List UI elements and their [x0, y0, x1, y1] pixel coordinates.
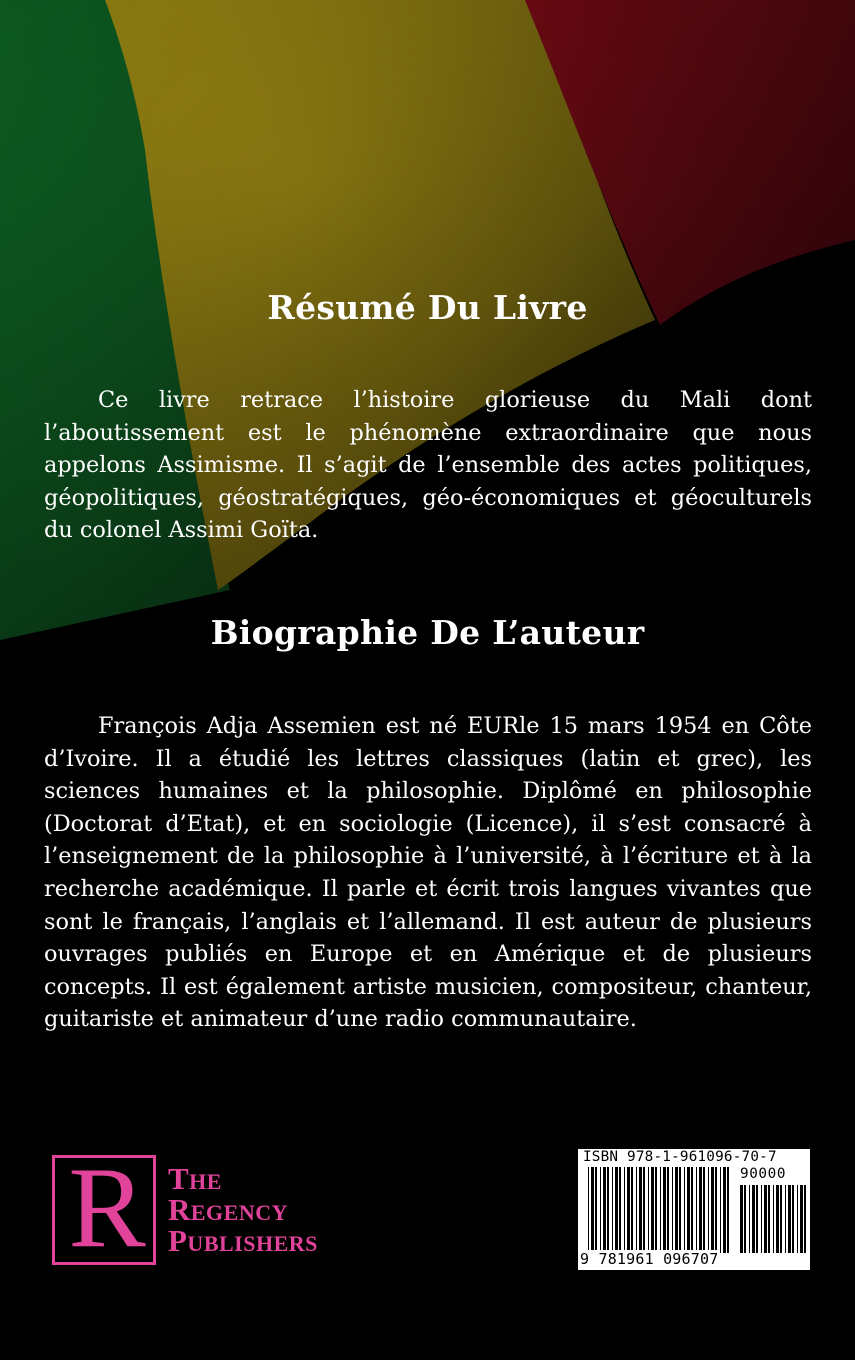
barcode-bar	[672, 1167, 673, 1253]
barcode-bar	[687, 1167, 690, 1253]
barcode-bar	[607, 1167, 609, 1253]
barcode-bar	[776, 1185, 779, 1253]
barcode-bar	[761, 1185, 762, 1253]
logo-frame	[52, 1144, 156, 1272]
barcode-bar	[636, 1167, 637, 1253]
barcode-bar	[679, 1167, 681, 1253]
barcode-bar	[708, 1167, 709, 1253]
barcode-bar	[715, 1167, 717, 1253]
barcode-bar	[711, 1167, 714, 1253]
barcode-bar	[631, 1167, 633, 1253]
barcode-bar	[788, 1185, 791, 1253]
barcode-bar	[740, 1185, 743, 1253]
barcode-bar	[744, 1185, 746, 1253]
barcode-bar	[660, 1167, 661, 1253]
barcode-bar	[615, 1167, 618, 1253]
barcode-bar	[785, 1185, 786, 1253]
barcode-bar	[663, 1167, 666, 1253]
barcode-bar	[703, 1167, 705, 1253]
barcode-bar	[651, 1167, 654, 1253]
barcode-bar	[667, 1167, 669, 1253]
resume-heading: Résumé Du Livre	[267, 288, 588, 327]
publisher-name	[168, 1163, 318, 1256]
barcode-bar	[764, 1185, 767, 1253]
barcode-bar	[612, 1167, 613, 1253]
barcode-bar	[696, 1167, 697, 1253]
barcode-bar	[588, 1167, 589, 1253]
barcode-bar	[675, 1167, 678, 1253]
barcode-bar	[624, 1167, 625, 1253]
price-code: 90000	[740, 1166, 787, 1182]
biography-heading: Biographie De L’auteur	[210, 613, 645, 652]
barcode-bar	[800, 1185, 803, 1253]
barcode-bar	[627, 1167, 630, 1253]
publisher-name-line: Regency	[168, 1192, 289, 1227]
resume-paragraph: Ce livre retrace l’histoire glorieuse du Mali dont l’aboutissement est le phénomène extraordinaire que nous appelons Assimisme. Il s’agit de l’ensemble des actes politiques, géopolitiques, géostratégiques, géo-économiques et géoculturels du colonel Assimi Goïta.	[44, 387, 812, 544]
barcode-bar	[648, 1167, 649, 1253]
publisher-logo	[52, 1144, 382, 1272]
barcode-bar	[655, 1167, 657, 1253]
barcode-bar	[699, 1167, 702, 1253]
barcode-bar	[619, 1167, 621, 1253]
barcode-bar	[720, 1167, 721, 1253]
publisher-name-line: The	[168, 1161, 222, 1196]
barcode-bar	[600, 1167, 601, 1253]
barcode-bar	[727, 1167, 729, 1253]
barcode-bar	[595, 1167, 597, 1253]
barcode-bar	[749, 1185, 750, 1253]
publisher-name-line: Publishers	[168, 1223, 318, 1258]
isbn-barcode	[578, 1149, 810, 1270]
biography-paragraph: François Adja Assemien est né EURle 15 mars 1954 en Côte d’Ivoire. Il a étudié les lettres classiques (latin et grec), les sciences humaines et la philosophie. Diplômé en philosophie (Doctorat d’Etat), et en sociologie (Licence), il s’est consacré à l’enseignement de la philosophie à l’université, à l’écriture et à la recherche académique. Il parle et écrit trois langues vivantes que sont le français, l’anglais et l’allemand. Il est auteur de plusieurs ouvrages publiés en Europe et en Amérique et de plusieurs concepts. Il est également artiste musicien, compositeur, chanteur, guitariste et animateur d’une radio communautaire.	[44, 713, 812, 1033]
barcode-bar	[773, 1185, 774, 1253]
barcode-bar	[643, 1167, 645, 1253]
barcode-bar	[792, 1185, 794, 1253]
barcode-bar	[752, 1185, 755, 1253]
barcode-bar	[768, 1185, 770, 1253]
barcode-bar	[684, 1167, 685, 1253]
logo-letter: R	[68, 1144, 146, 1272]
isbn-label: ISBN 978-1-961096-70-7	[583, 1149, 777, 1165]
barcode-bar	[780, 1185, 782, 1253]
barcode-bar	[603, 1167, 606, 1253]
isbn-digits: 9 781961 096707	[580, 1250, 719, 1268]
barcode-bar	[797, 1185, 798, 1253]
barcode-bar	[723, 1167, 726, 1253]
barcode-bar	[756, 1185, 758, 1253]
barcode-bar	[691, 1167, 693, 1253]
barcode-bar	[591, 1167, 594, 1253]
barcode-bar	[639, 1167, 642, 1253]
barcode-bar	[804, 1185, 806, 1253]
